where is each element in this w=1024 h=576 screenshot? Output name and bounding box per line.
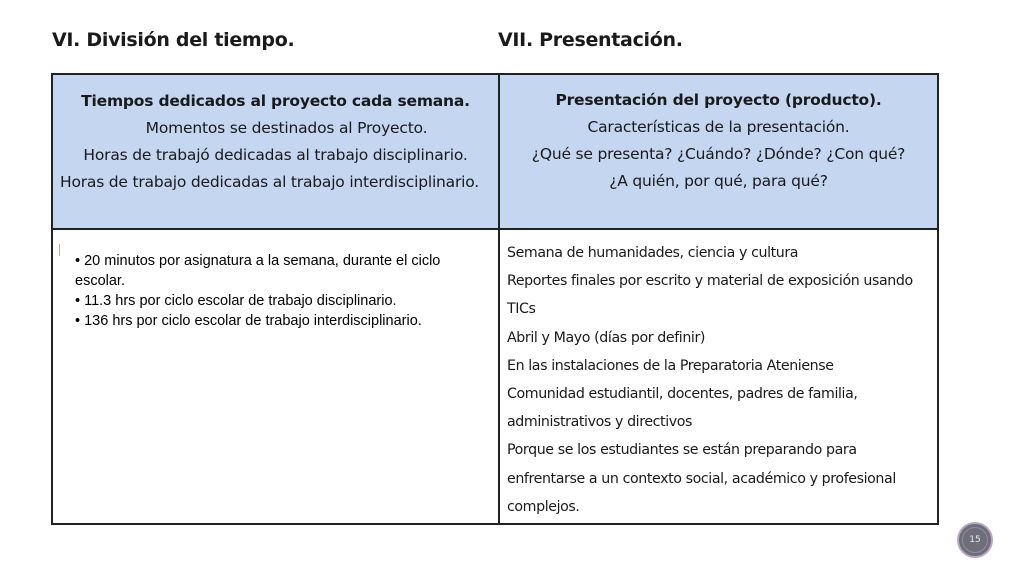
- presentation-answers: [507, 239, 927, 521]
- list-item: Semana de humanidades, ciencia y cultura: [507, 245, 799, 261]
- table-header-presentation: [500, 75, 937, 228]
- header-line: ¿Qué se presenta? ¿Cuándo? ¿Dónde? ¿Con qué?: [531, 145, 906, 163]
- content-table: [51, 73, 939, 525]
- list-item: Reportes finales por escrito y material de exposición usando: [507, 273, 913, 290]
- column-divider: [498, 75, 500, 523]
- page-number-badge: [957, 522, 993, 558]
- section-heading-presentacion: VII. Presentación.: [498, 29, 683, 51]
- page-badge-ring: [962, 527, 988, 553]
- header-line: Momentos se destinados al Proyecto.: [145, 119, 428, 137]
- header-title-tiempos: Tiempos dedicados al proyecto cada semana.: [81, 92, 470, 110]
- section-heading-division-del-tiempo: VI. División del tiempo.: [52, 29, 295, 51]
- bullet-list: [75, 251, 475, 331]
- table-header-time-division: [53, 75, 498, 228]
- table-cell-time-details: [53, 230, 498, 523]
- list-item: TICs: [507, 301, 536, 318]
- header-title-presentacion: Presentación del proyecto (producto).: [555, 91, 882, 109]
- header-line: Características de la presentación.: [587, 118, 850, 136]
- list-item: • 11.3 hrs por ciclo escolar de trabajo disciplinario.: [75, 293, 397, 309]
- list-item: Porque se los estudiantes se están preparando para: [507, 442, 857, 459]
- list-item: complejos.: [507, 498, 580, 515]
- header-line: Horas de trabajo dedicadas al trabajo interdisciplinario.: [59, 173, 479, 191]
- table-cell-presentation-details: [500, 230, 937, 523]
- header-line: Horas de trabajó dedicadas al trabajo disciplinario.: [83, 146, 468, 164]
- list-item: enfrentarse a un contexto social, académico y profesional: [507, 470, 896, 487]
- list-item: • 20 minutos por asignatura a la semana, durante el ciclo escolar.: [75, 253, 441, 289]
- list-item: • 136 hrs por ciclo escolar de trabajo interdisciplinario.: [75, 313, 422, 329]
- row-divider: [53, 228, 937, 230]
- list-item: Comunidad estudiantil, docentes, padres de familia,: [507, 386, 858, 403]
- list-item: administrativos y directivos: [507, 414, 693, 431]
- page-number: 15: [969, 535, 981, 545]
- header-line: ¿A quién, por qué, para qué?: [609, 172, 828, 190]
- list-item: Abril y Mayo (días por definir): [507, 329, 706, 346]
- text-cursor-mark: [59, 244, 60, 256]
- list-item: En las instalaciones de la Preparatoria Ateniense: [507, 357, 834, 374]
